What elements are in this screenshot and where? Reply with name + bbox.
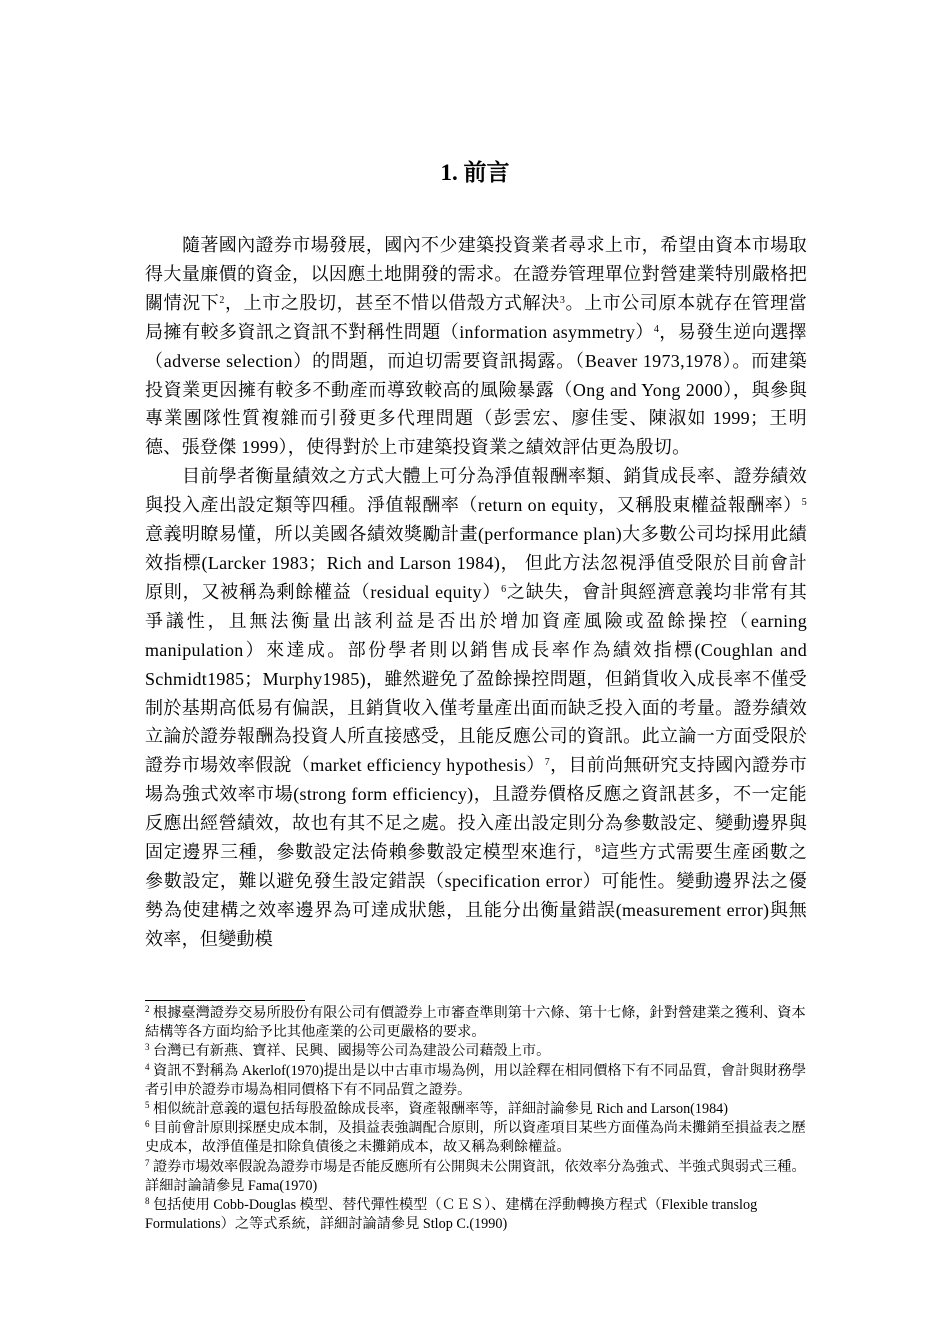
footnote-mark: 4 [145, 1061, 150, 1072]
footnote-8 [145, 1196, 810, 1234]
footnote-text: 包括使用 Cobb-Douglas 模型、替代彈性模型（ＣＥＳ）、建構在浮動轉換方程式（Flexible translog Formulations）之等式系統，詳細討論請參見 Stlop C.(1990) [145, 1197, 758, 1233]
footnote-text: 根據臺灣證券交易所股份有限公司有價證券上市審查準則第十六條、第十七條，針對營建業之獲利、資本結構等各方面均給予比其他產業的公司更嚴格的要求。 [145, 1005, 806, 1041]
text-run: ，上市之股切，甚至不惜以借殼方式解決 [224, 292, 560, 313]
footnote-4 [145, 1062, 810, 1100]
section-title: 1. 前言 [440, 160, 510, 185]
footnote-separator [145, 1000, 305, 1001]
footnote-ref: 3 [559, 294, 566, 306]
footnote-ref: 5 [801, 497, 807, 509]
footnote-2 [145, 1004, 810, 1042]
text-run: 隨著國內證券市場發展，國內不少建築投資業者尋求上市，希望由資本市場取得大量廉價的資金，以因應土地開發的需求。在證券管理單位對營建業特別嚴格把關情況下 [145, 235, 807, 313]
footnote-5 [145, 1100, 810, 1119]
text-run: 意義明瞭易懂，所以美國各績效獎勵計畫(performance plan)大多數公司均採用此績效指標(Larcker 1983；Rich and Larson 1984)， 但此方法忽視淨值受限於目前會計原則，又被稱為剩餘權益（residual equity） [145, 524, 807, 602]
footnote-mark: 3 [145, 1042, 150, 1053]
footnote-ref: 6 [501, 583, 507, 595]
body-text [145, 231, 807, 954]
paragraph-2 [145, 462, 807, 953]
footnote-text: 證券市場效率假說為證券市場是否能反應所有公開與未公開資訊，依效率分為強式、半強式與弱式三種。詳細討論請參見 Fama(1970) [145, 1158, 806, 1194]
footnote-ref: 2 [219, 294, 225, 306]
footnote-text: 目前會計原則採歷史成本制，及損益表強調配合原則，所以資產項目某些方面僅為尚未攤銷至損益表之歷史成本，故淨值僅是扣除負債後之未攤銷成本，故又稱為剩餘權益。 [145, 1120, 806, 1156]
footnote-6 [145, 1119, 810, 1157]
text-run: ，易發生逆向選擇（adverse selection）的問題，而迫切需要資訊揭露。（Beaver 1973,1978）。而建築投資業更因擁有較多不動產而導致較高的風險暴露（Ong and Yong 2000），與參與專業團隊性質複雜而引發更多代理問題（彭雲宏、廖佳雯、陳淑如 1999；王明德、張登傑 1999），使得對於上市建築投資業之績效評估更為殷切。 [145, 321, 807, 458]
footnote-7 [145, 1158, 810, 1196]
footnote-text: 台灣已有新燕、寶祥、民興、國揚等公司為建設公司藉殼上市。 [153, 1043, 551, 1060]
footnotes [145, 1004, 810, 1234]
footnote-3 [145, 1042, 810, 1061]
footnote-text: 相似統計意義的還包括每股盈餘成長率，資產報酬率等，詳細討論參見 Rich and Larson(1984) [153, 1101, 729, 1118]
footnote-mark: 6 [145, 1119, 150, 1130]
text-run: 。上市公司原本就存在管理當局擁有較多資訊之資訊不對稱性問題（information asymmetry） [145, 292, 807, 342]
paragraph-1 [145, 231, 807, 462]
text-run: ，目前尚無研究支持國內證券市場為強式效率市場(strong form efficiency)，且證券價格反應之資訊甚多，不一定能反應出經營績效，故也有其不足之處。投入產出設定則分為參數設定、變動邊界與固定邊界三種，參數設定法倚賴參數設定模型來進行， [145, 755, 807, 863]
text-run: 之缺失，會計與經濟意義均非常有其爭議性，且無法衡量出該利益是否出於增加資產風險或盈餘操控（earning manipulation）來達成。部份學者則以銷售成長率作為績效指標(Coughlan and Schmidt1985；Murphy1985)，雖然避免了盈餘操控問題，但銷貨收入成長率不僅受制於基期高低易有偏誤，且銷貨收入僅考量產出面而缺乏投入面的考量。證券績效立論於證券報酬為投資人所直接感受，且能反應公司的資訊。此立論一方面受限於證券市場效率假說（market efficiency hypothesis） [145, 581, 807, 776]
text-run: 目前學者衡量績效之方式大體上可分為淨值報酬率類、銷貨成長率、證券績效與投入產出設定類等四種。淨值報酬率（return on equity，又稱股東權益報酬率） [145, 466, 807, 516]
footnote-mark: 7 [145, 1157, 150, 1168]
footnote-mark: 2 [145, 1004, 150, 1014]
footnote-ref: 7 [544, 757, 551, 769]
footnote-text: 資訊不對稱為 Akerlof(1970)提出是以中古車市場為例，用以詮釋在相同價格下有不同品質，會計與財務學者引申於證券市場為相同價格下有不同品質之證券。 [145, 1062, 807, 1098]
footnote-ref: 4 [653, 323, 660, 335]
footnote-ref: 8 [595, 844, 601, 856]
text-run: 這些方式需要生產函數之參數設定，難以避免發生設定錯誤（specification error）可能性。變動邊界法之優勢為使建構之效率邊界為可達成狀態，且能分出衡量錯誤(measurement error)與無效率，但變動模 [145, 842, 807, 949]
footnote-mark: 8 [145, 1196, 150, 1207]
footnote-mark: 5 [145, 1100, 150, 1111]
